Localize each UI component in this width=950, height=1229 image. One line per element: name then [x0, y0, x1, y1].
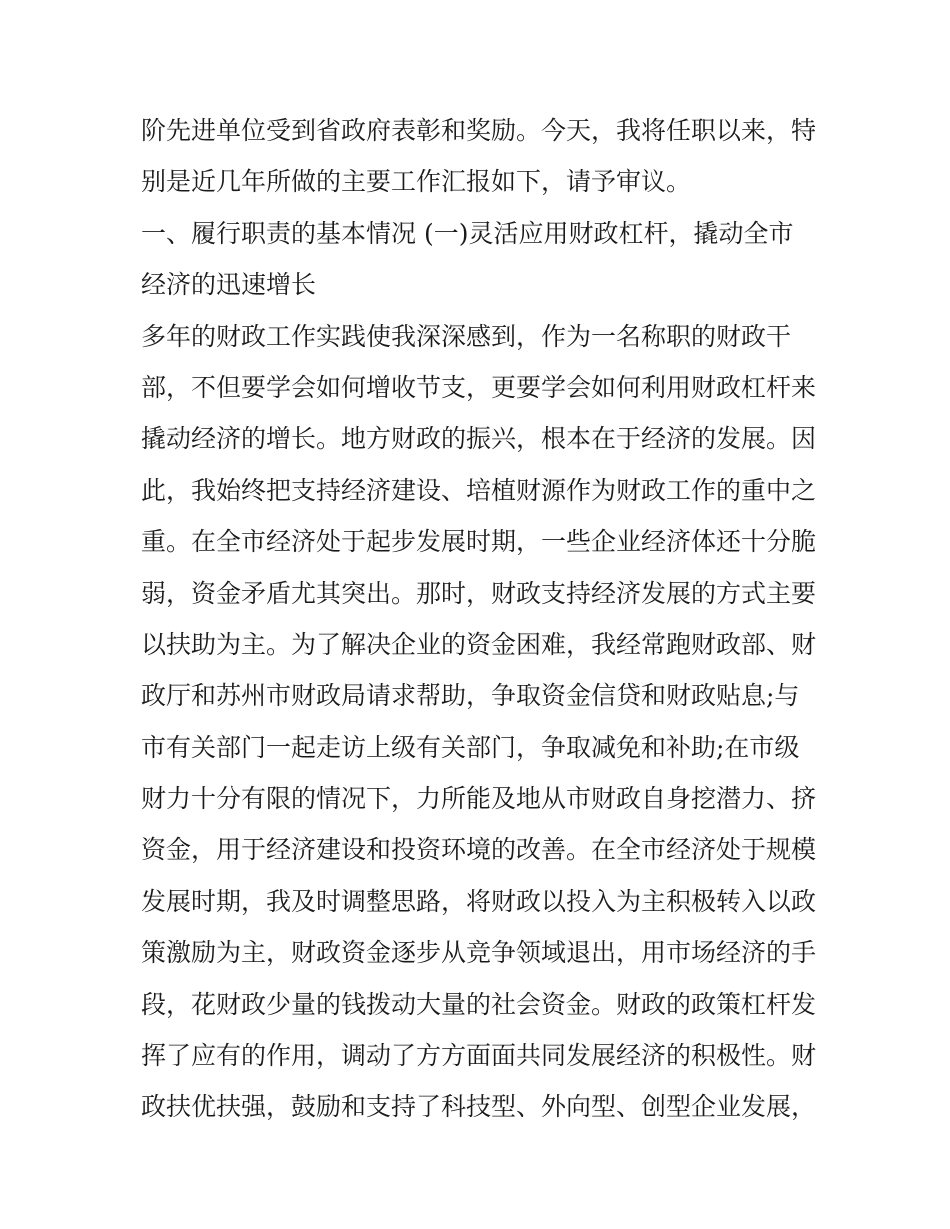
- text-line: 政扶优扶强，鼓励和支持了科技型、外向型、创型企业发展，: [141, 1092, 817, 1122]
- text-line: 段，花财政少量的钱拨动大量的社会资金。财政的政策杠杆发: [141, 989, 817, 1019]
- text-line: 此，我始终把支持经济建设、培植财源作为财政工作的重中之: [141, 475, 817, 505]
- text-line: 部，不但要学会如何增收节支，更要学会如何利用财政杠杆来: [141, 372, 817, 402]
- body-text: [141, 105, 821, 1133]
- text-line: 撬动经济的增长。地方财政的振兴，根本在于经济的发展。因: [141, 424, 817, 454]
- text-line: 策激励为主，财政资金逐步从竞争领域退出，用市场经济的手: [141, 938, 817, 968]
- text-line: 以扶助为主。为了解决企业的资金困难，我经常跑财政部、财: [141, 629, 817, 659]
- text-line: 挥了应有的作用，调动了方方面面共同发展经济的积极性。财: [141, 1041, 817, 1071]
- text-line: 市有关部门一起走访上级有关部门，争取减免和补助;在市级: [141, 732, 800, 762]
- text-line: 弱，资金矛盾尤其突出。那时，财政支持经济发展的方式主要: [141, 578, 817, 608]
- section-heading-line: 一、履行职责的基本情况 (一)灵活应用财政杠杆，撬动全市: [141, 218, 794, 248]
- text-line: 发展时期，我及时调整思路，将财政以投入为主积极转入以政: [141, 886, 817, 916]
- text-line: 别是近几年所做的主要工作汇报如下，请予审议。: [141, 167, 692, 197]
- text-line: 财力十分有限的情况下，力所能及地从市财政自身挖潜力、挤: [141, 784, 817, 814]
- text-line: 多年的财政工作实践使我深深感到，作为一名称职的财政干: [141, 321, 792, 351]
- section-heading-line: 经济的迅速增长: [141, 270, 317, 300]
- text-line: 资金，用于经济建设和投资环境的改善。在全市经济处于规模: [141, 835, 817, 865]
- text-line: 政厅和苏州市财政局请求帮助，争取资金信贷和财政贴息;与: [141, 681, 800, 711]
- text-line: 重。在全市经济处于起步发展时期，一些企业经济体还十分脆: [141, 527, 817, 557]
- text-line: 阶先进单位受到省政府表彰和奖励。今天，我将任职以来，特: [141, 116, 817, 145]
